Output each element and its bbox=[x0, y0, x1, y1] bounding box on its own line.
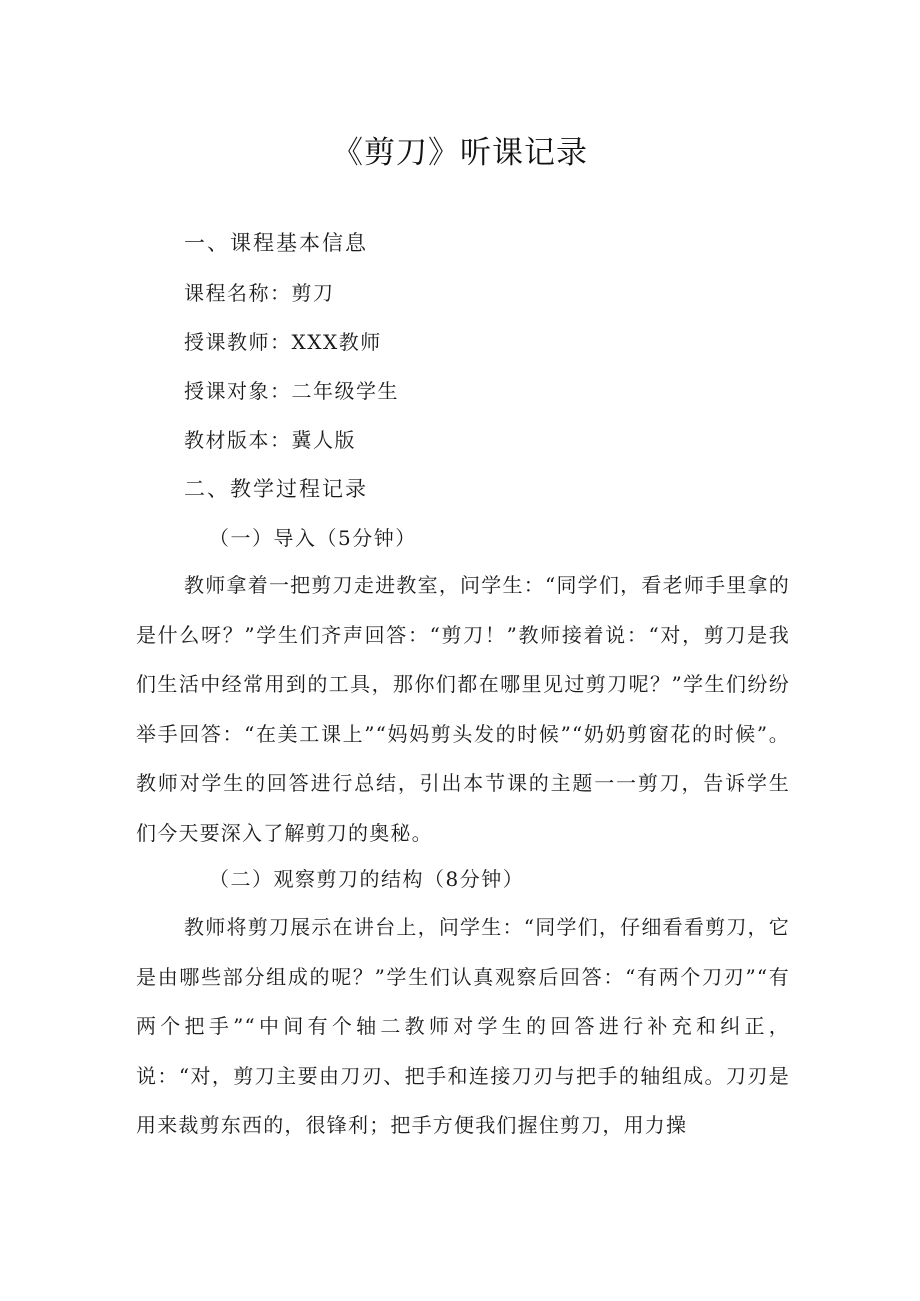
info-label: 教材版本： bbox=[184, 428, 292, 452]
info-label: 课程名称： bbox=[184, 281, 292, 305]
section-heading-teaching-process: 二、教学过程记录 bbox=[184, 477, 368, 501]
subsection-heading-introduction: （一）导入（5分钟） bbox=[209, 526, 417, 550]
info-course-name bbox=[184, 278, 335, 308]
info-value: 剪刀 bbox=[291, 281, 335, 305]
section-heading-basic-info: 一、课程基本信息 bbox=[184, 231, 368, 255]
info-label: 授课教师： bbox=[184, 330, 292, 354]
info-value: 冀人版 bbox=[291, 428, 356, 452]
info-value: 二年级学生 bbox=[291, 379, 399, 403]
info-teacher bbox=[184, 327, 382, 357]
info-textbook-edition bbox=[184, 425, 356, 455]
document-title: 《剪刀》听课记录 bbox=[332, 135, 588, 171]
info-label: 授课对象： bbox=[184, 379, 292, 403]
info-value: XXX教师 bbox=[291, 330, 382, 354]
paragraph-introduction: 教师拿着一把剪刀走进教室，问学生：“同学们，看老师手里拿的是什么呀？”学生们齐声回答：“剪刀！”教师接着说：“对，剪刀是我们生活中经常用到的工具，那你们都在哪里见过剪刀呢？”学生们纷纷举手回答：“在美工课上”“妈妈剪头发的时候”“奶奶剪窗花的时候”。教师对学生的回答进行总结，引出本节课的主题一一剪刀，告诉学生们今天要深入了解剪刀的奥秘。 bbox=[136, 573, 790, 845]
subsection-heading-structure: （二）观察剪刀的结构（8分钟） bbox=[209, 867, 525, 891]
info-audience bbox=[184, 376, 399, 406]
paragraph-structure: 教师将剪刀展示在讲台上，问学生：“同学们，仔细看看剪刀，它是由哪些部分组成的呢？”学生们认真观察后回答：“有两个刀刃”“有两个把手”“中间有个轴二教师对学生的回答进行补充和纠正，说：“对，剪刀主要由刀刃、把手和连接刀刃与把手的轴组成。刀刃是用来裁剪东西的，很锋利；把手方便我们握住剪刀，用力操 bbox=[136, 915, 790, 1138]
